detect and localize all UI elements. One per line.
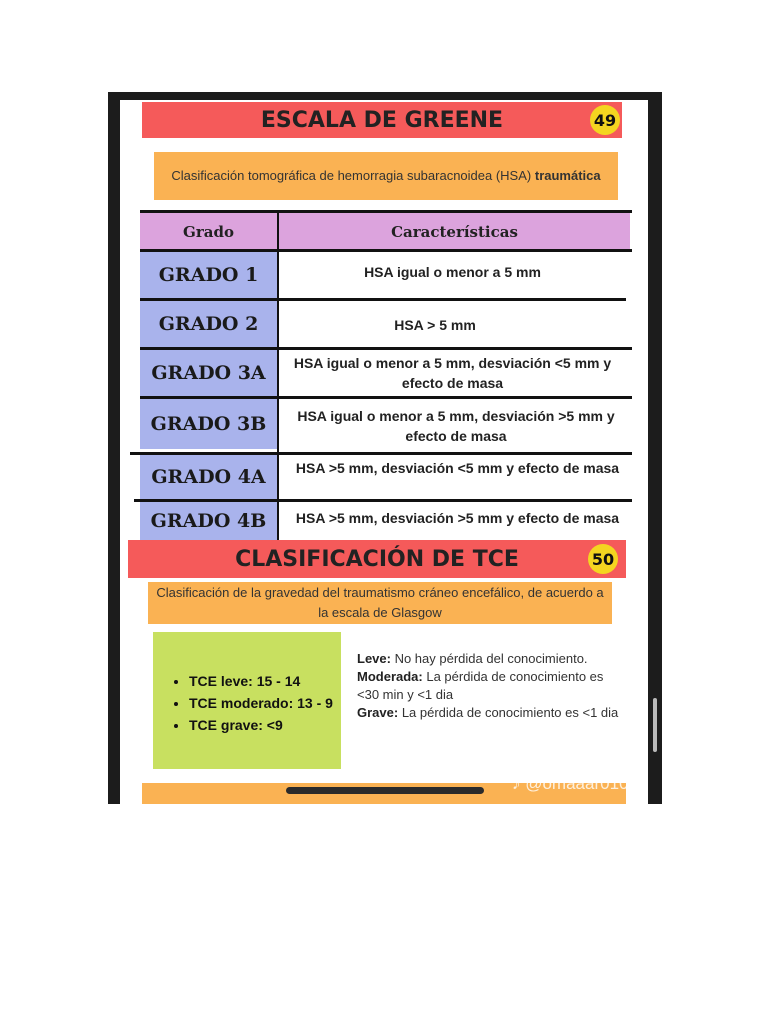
table-header-grado: Grado <box>140 213 277 250</box>
tce-subtitle: Clasificación de la gravedad del traumatismo cráneo encefálico, de acuerdo a la escala de Glasgow <box>156 585 604 620</box>
tce-definitions <box>357 650 629 722</box>
tce-subtitle-box <box>148 582 612 624</box>
grade-description: HSA >5 mm, desviación <5 mm y efecto de masa <box>295 460 620 476</box>
greene-title: ESCALA DE GREENE <box>260 107 504 133</box>
list-item: • TCE moderado: 13 - 9 <box>189 692 333 714</box>
grade-cell: GRADO 3A <box>140 350 277 396</box>
grade-description: HSA igual o menor a 5 mm, desviación >5 mm y efecto de masa <box>297 408 615 444</box>
tce-score-list <box>173 670 333 736</box>
grade-cell: GRADO 1 <box>140 252 277 298</box>
tce-scores-box <box>153 632 341 769</box>
scrollbar-thumb[interactable] <box>653 698 657 752</box>
column-divider <box>277 210 279 540</box>
grade-description: HSA igual o menor a 5 mm, desviación <5 mm y efecto de masa <box>293 355 612 391</box>
grade-cell: GRADO 4A <box>140 455 277 499</box>
grade-cell: GRADO 3B <box>140 399 277 449</box>
home-indicator[interactable] <box>286 787 484 794</box>
definition-grave: Grave: La pérdida de conocimiento es <1 dia <box>357 705 619 720</box>
definition-moderada: Moderada: La pérdida de conocimiento es <30 min y <1 dia <box>357 669 604 702</box>
greene-number-badge: 49 <box>590 105 620 135</box>
grade-description: HSA igual o menor a 5 mm <box>364 264 541 280</box>
list-item: • TCE grave: <9 <box>189 714 333 736</box>
greene-table <box>120 100 648 540</box>
tce-title-banner <box>128 540 626 578</box>
grade-cell: GRADO 4B <box>140 502 277 540</box>
tiktok-watermark: ♪ @omaaar0101 <box>512 774 638 793</box>
grade-description: HSA > 5 mm <box>394 317 476 333</box>
document-page <box>120 100 648 804</box>
grade-description: HSA >5 mm, desviación >5 mm y efecto de masa <box>295 510 620 526</box>
tce-title: CLASIFICACIÓN DE TCE <box>235 546 519 572</box>
list-item: • TCE leve: 15 - 14 <box>189 670 333 692</box>
tce-number-badge: 50 <box>588 544 618 574</box>
greene-subtitle: Clasificación tomográfica de hemorragia subaracnoidea (HSA) traumática <box>171 168 601 183</box>
definition-leve: Leve: No hay pérdida del conocimiento. <box>357 651 588 666</box>
grade-cell: GRADO 2 <box>140 301 277 347</box>
table-header-caracteristicas: Características <box>279 213 630 250</box>
